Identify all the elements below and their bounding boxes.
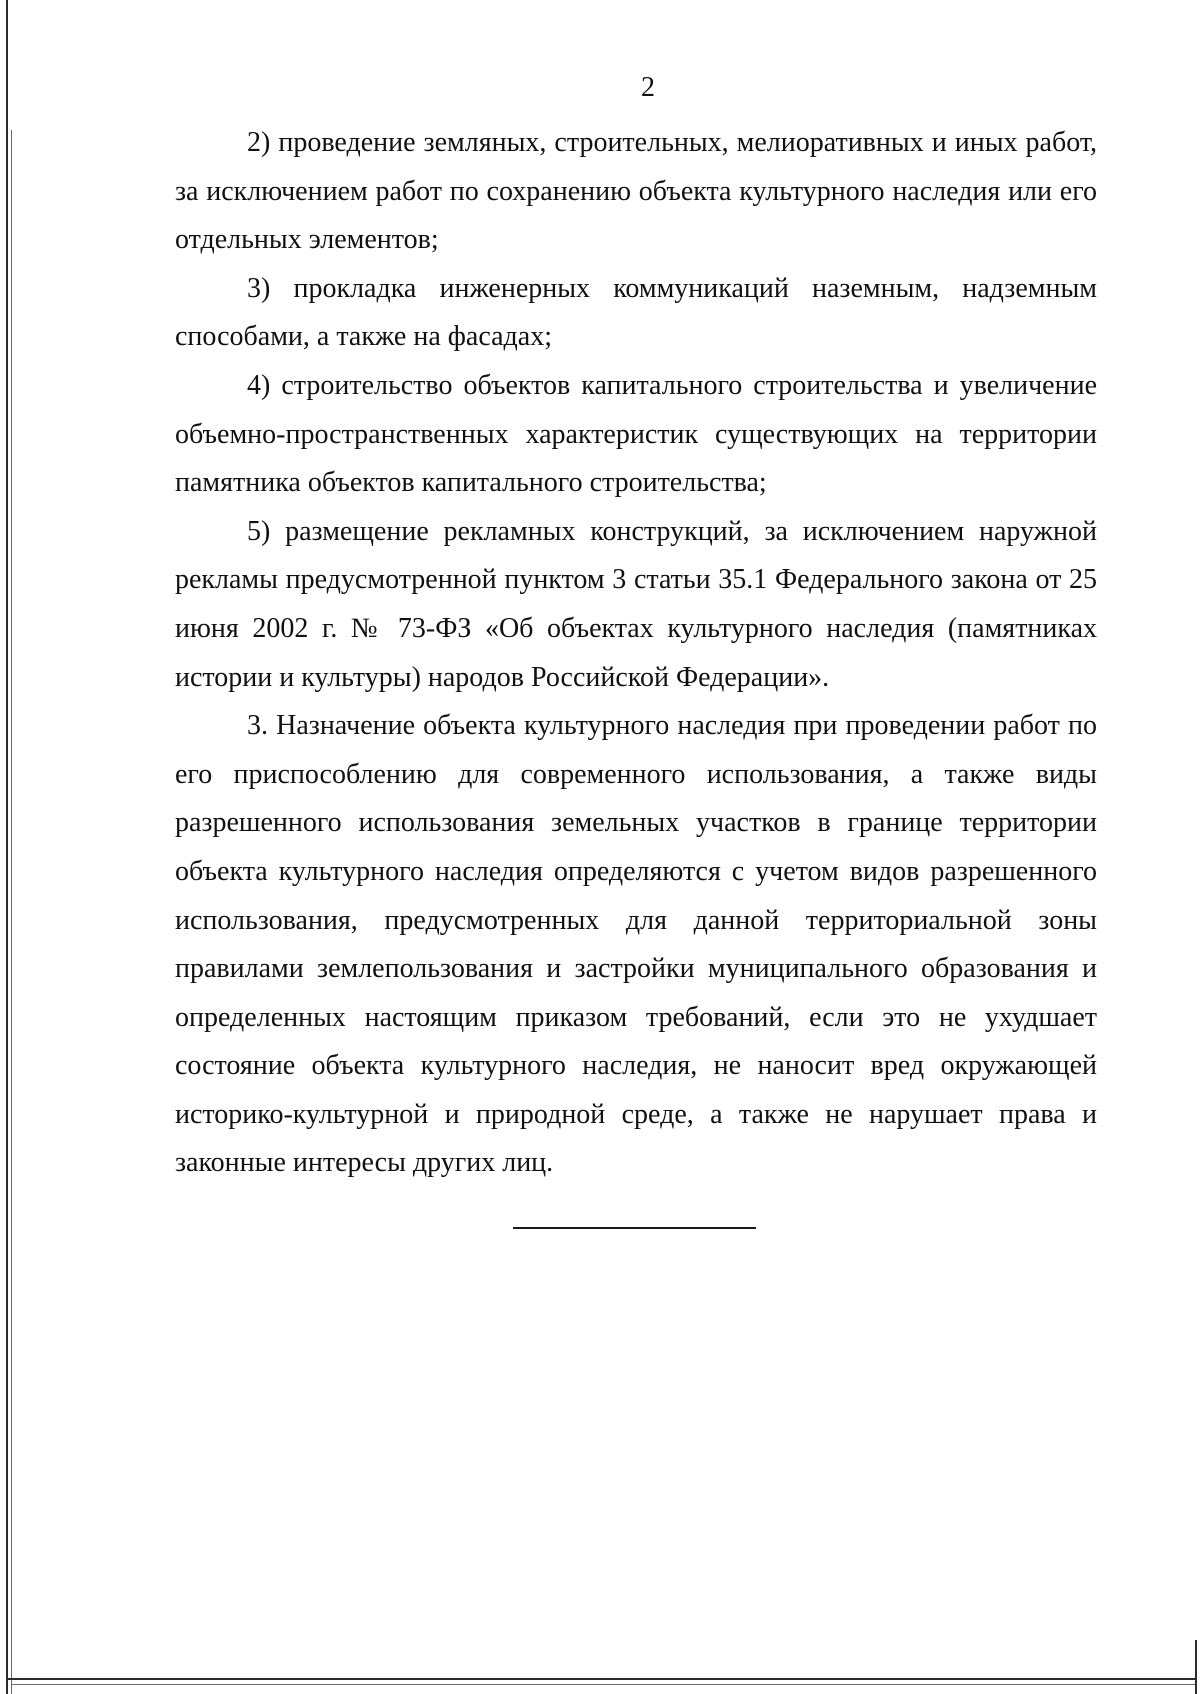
- page-number: 2: [641, 72, 655, 103]
- document-body: [175, 119, 1097, 1188]
- scan-bottom-edge: [6, 1678, 1196, 1680]
- closing-separator-line: [513, 1227, 756, 1229]
- list-item-4: 4) строительство объектов капитального строительства и увеличение объемно-пространственных характеристик существующих на территории памятника объектов капитального строительства;: [175, 369, 1097, 499]
- list-item-3: 3) прокладка инженерных коммуникаций наземным, надземным способами, а также на фасадах;: [175, 272, 1097, 353]
- scan-left-edge-inner: [11, 130, 12, 1694]
- list-item-5: 5) размещение рекламных конструкций, за исключением наружной рекламы предусмотренной пунктом 3 статьи 35.1 Федерального закона от 25 июня 2002 г. № 73-ФЗ «Об объектах культурного наследия (памятниках истории и культуры) народов Российской Федерации».: [175, 515, 1097, 693]
- section-3-paragraph: 3. Назначение объекта культурного наследия при проведении работ по его приспособлению для современного использования, а также виды разрешенного использования земельных участков в границе территории объекта культурного наследия определяются с учетом видов разрешенного использования, предусмотренных для данной территориальной зоны правилами землепользования и застройки муниципального образования и определенных настоящим приказом требований, если это не ухудшает состояние объекта культурного наследия, не наносит вред окружающей историко-культурной и природной среде, а также не нарушает права и законные интересы других лиц.: [175, 710, 1097, 1179]
- scan-left-edge: [6, 0, 8, 1694]
- list-item-2: 2) проведение земляных, строительных, мелиоративных и иных работ, за исключением работ по сохранению объекта культурного наследия или его отдельных элементов;: [175, 127, 1097, 256]
- scan-bottom-edge-inner: [11, 1684, 1196, 1685]
- scan-right-edge: [1195, 1640, 1197, 1694]
